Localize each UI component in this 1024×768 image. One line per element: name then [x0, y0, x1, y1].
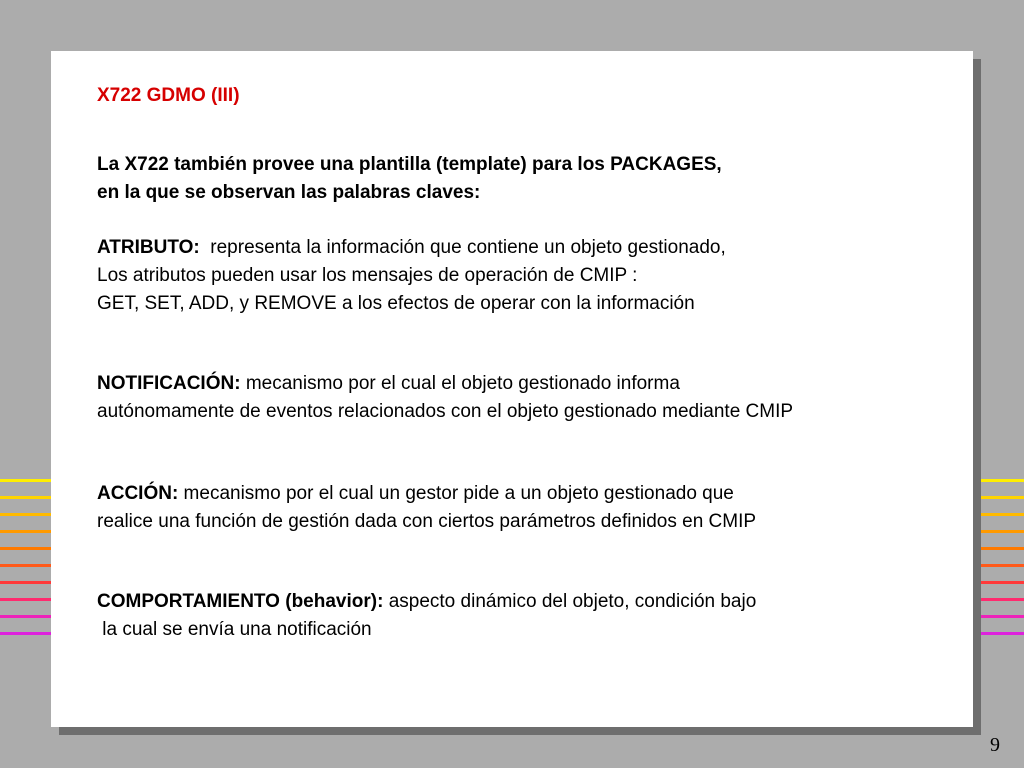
stripe-right-4 — [974, 530, 1024, 533]
accion-paragraph — [97, 480, 756, 536]
slide-title: X722 GDMO (III) — [97, 85, 240, 106]
atributo-line-2: Los atributos pueden usar los mensajes de operación de CMIP : — [97, 265, 638, 286]
atributo-line-3: GET, SET, ADD, y REMOVE a los efectos de operar con la información — [97, 293, 695, 314]
atributo-line-1: representa la información que contiene un objeto gestionado, — [199, 237, 726, 258]
notificacion-term: NOTIFICACIÓN: — [97, 373, 241, 394]
intro-paragraph — [97, 151, 722, 207]
stripe-left-9 — [0, 615, 52, 618]
stripe-left-5 — [0, 547, 52, 550]
stripe-left-3 — [0, 513, 52, 516]
stripe-right-2 — [974, 496, 1024, 499]
accion-term: ACCIÓN: — [97, 483, 179, 504]
intro-line-1: La X722 también provee una plantilla (template) para los PACKAGES, — [97, 154, 722, 175]
comportamiento-line-2: la cual se envía una notificación — [97, 619, 372, 640]
decorative-stripes-right — [974, 479, 1024, 659]
comportamiento-term: COMPORTAMIENTO (behavior): — [97, 591, 384, 612]
accion-line-1: mecanismo por el cual un gestor pide a un objeto gestionado que — [178, 483, 734, 504]
comportamiento-line-1: aspecto dinámico del objeto, condición bajo — [383, 591, 757, 612]
stripe-left-4 — [0, 530, 52, 533]
notificacion-paragraph — [97, 370, 793, 426]
atributo-paragraph — [97, 234, 726, 318]
comportamiento-paragraph — [97, 588, 756, 644]
stripe-left-10 — [0, 632, 52, 635]
stripe-left-1 — [0, 479, 52, 482]
stripe-right-6 — [974, 564, 1024, 567]
stripe-right-9 — [974, 615, 1024, 618]
slide-panel — [51, 51, 973, 727]
stripe-right-8 — [974, 598, 1024, 601]
stripe-left-2 — [0, 496, 52, 499]
notificacion-line-2: autónomamente de eventos relacionados con el objeto gestionado mediante CMIP — [97, 401, 794, 422]
stripe-right-5 — [974, 547, 1024, 550]
stripe-left-6 — [0, 564, 52, 567]
accion-line-2: realice una función de gestión dada con ciertos parámetros definidos en CMIP — [97, 511, 757, 532]
stripe-left-8 — [0, 598, 52, 601]
stripe-right-10 — [974, 632, 1024, 635]
stripe-right-1 — [974, 479, 1024, 482]
stripe-left-7 — [0, 581, 52, 584]
page-number: 9 — [990, 734, 1000, 756]
intro-line-2: en la que se observan las palabras claves: — [97, 182, 481, 203]
decorative-stripes-left — [0, 479, 52, 659]
stripe-right-7 — [974, 581, 1024, 584]
atributo-term: ATRIBUTO: — [97, 237, 200, 258]
notificacion-line-1: mecanismo por el cual el objeto gestionado informa — [240, 373, 680, 394]
stripe-right-3 — [974, 513, 1024, 516]
